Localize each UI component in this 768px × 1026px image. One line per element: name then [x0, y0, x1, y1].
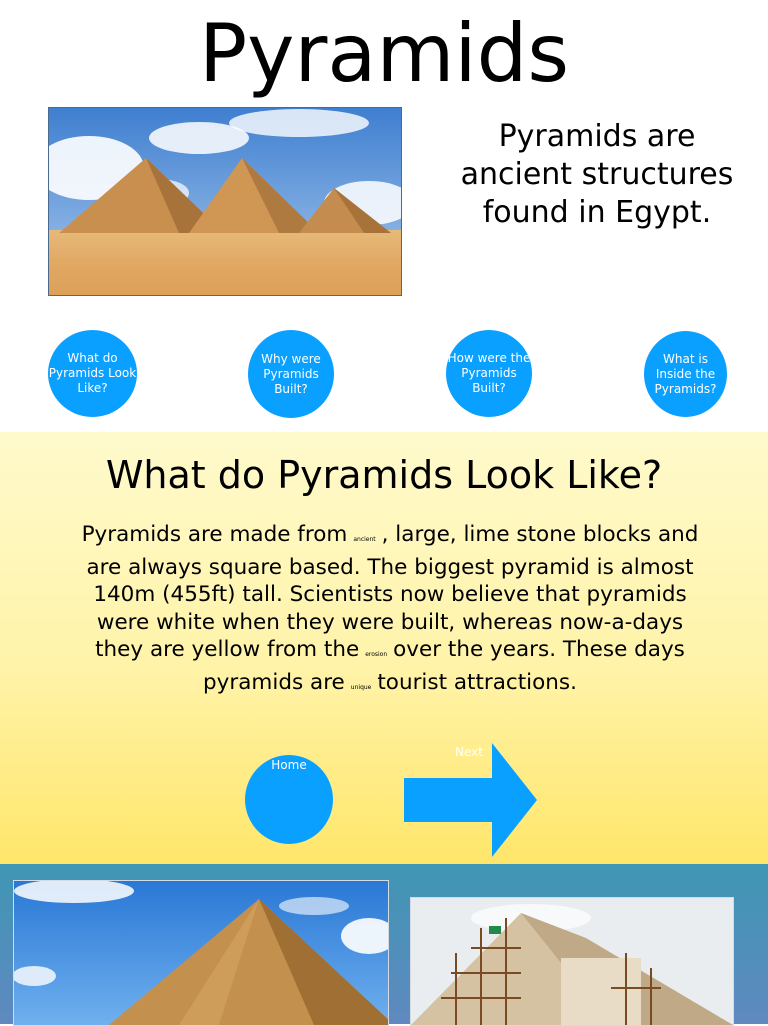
arrow-right-icon: [403, 742, 539, 858]
nav-button-inside[interactable]: [644, 331, 727, 417]
body-text: tourist attractions.: [377, 669, 577, 695]
nav-button-label: What do Pyramids Look Like?: [48, 351, 137, 395]
nav-button-label: How were the Pyramids Built?: [447, 351, 531, 395]
great-pyramid-photo: [13, 880, 389, 1026]
hyperlink-word-unique[interactable]: unique: [350, 683, 372, 691]
home-button-label: Home: [271, 758, 307, 772]
nav-button-how-built[interactable]: [446, 330, 532, 417]
home-button[interactable]: [245, 755, 333, 844]
nav-button-label: Why were Pyramids Built?: [261, 351, 321, 396]
section-body-text: [70, 521, 710, 701]
body-text: , large, lime stone blocks and are always square based. The biggest pyramid is almost 140m (455ft) tall. Scientists now believe that pyramids were white when they were built, whereas now-a-days they are yellow from the: [86, 522, 699, 662]
page-title: Pyramids: [198, 7, 570, 100]
hyperlink-word-erosion[interactable]: erosion: [365, 651, 388, 658]
body-text: over the years. These days pyramids are: [203, 637, 685, 695]
next-button-label: Next: [455, 745, 483, 759]
nav-button-look-like[interactable]: [48, 330, 137, 417]
section-heading: What do Pyramids Look Like?: [105, 453, 663, 497]
intro-text: Pyramids are ancient structures found in Egypt.: [460, 119, 734, 230]
nav-button-label: What is Inside the Pyramids?: [654, 351, 717, 396]
body-text: Pyramids are made from: [81, 522, 348, 547]
pyramid-scaffolding-photo: [410, 897, 734, 1026]
next-arrow-button[interactable]: [403, 742, 539, 858]
hyperlink-word-ancient[interactable]: ancient: [353, 536, 376, 543]
nav-button-why-built[interactable]: [248, 330, 334, 418]
pyramids-hero-image: [48, 107, 402, 296]
